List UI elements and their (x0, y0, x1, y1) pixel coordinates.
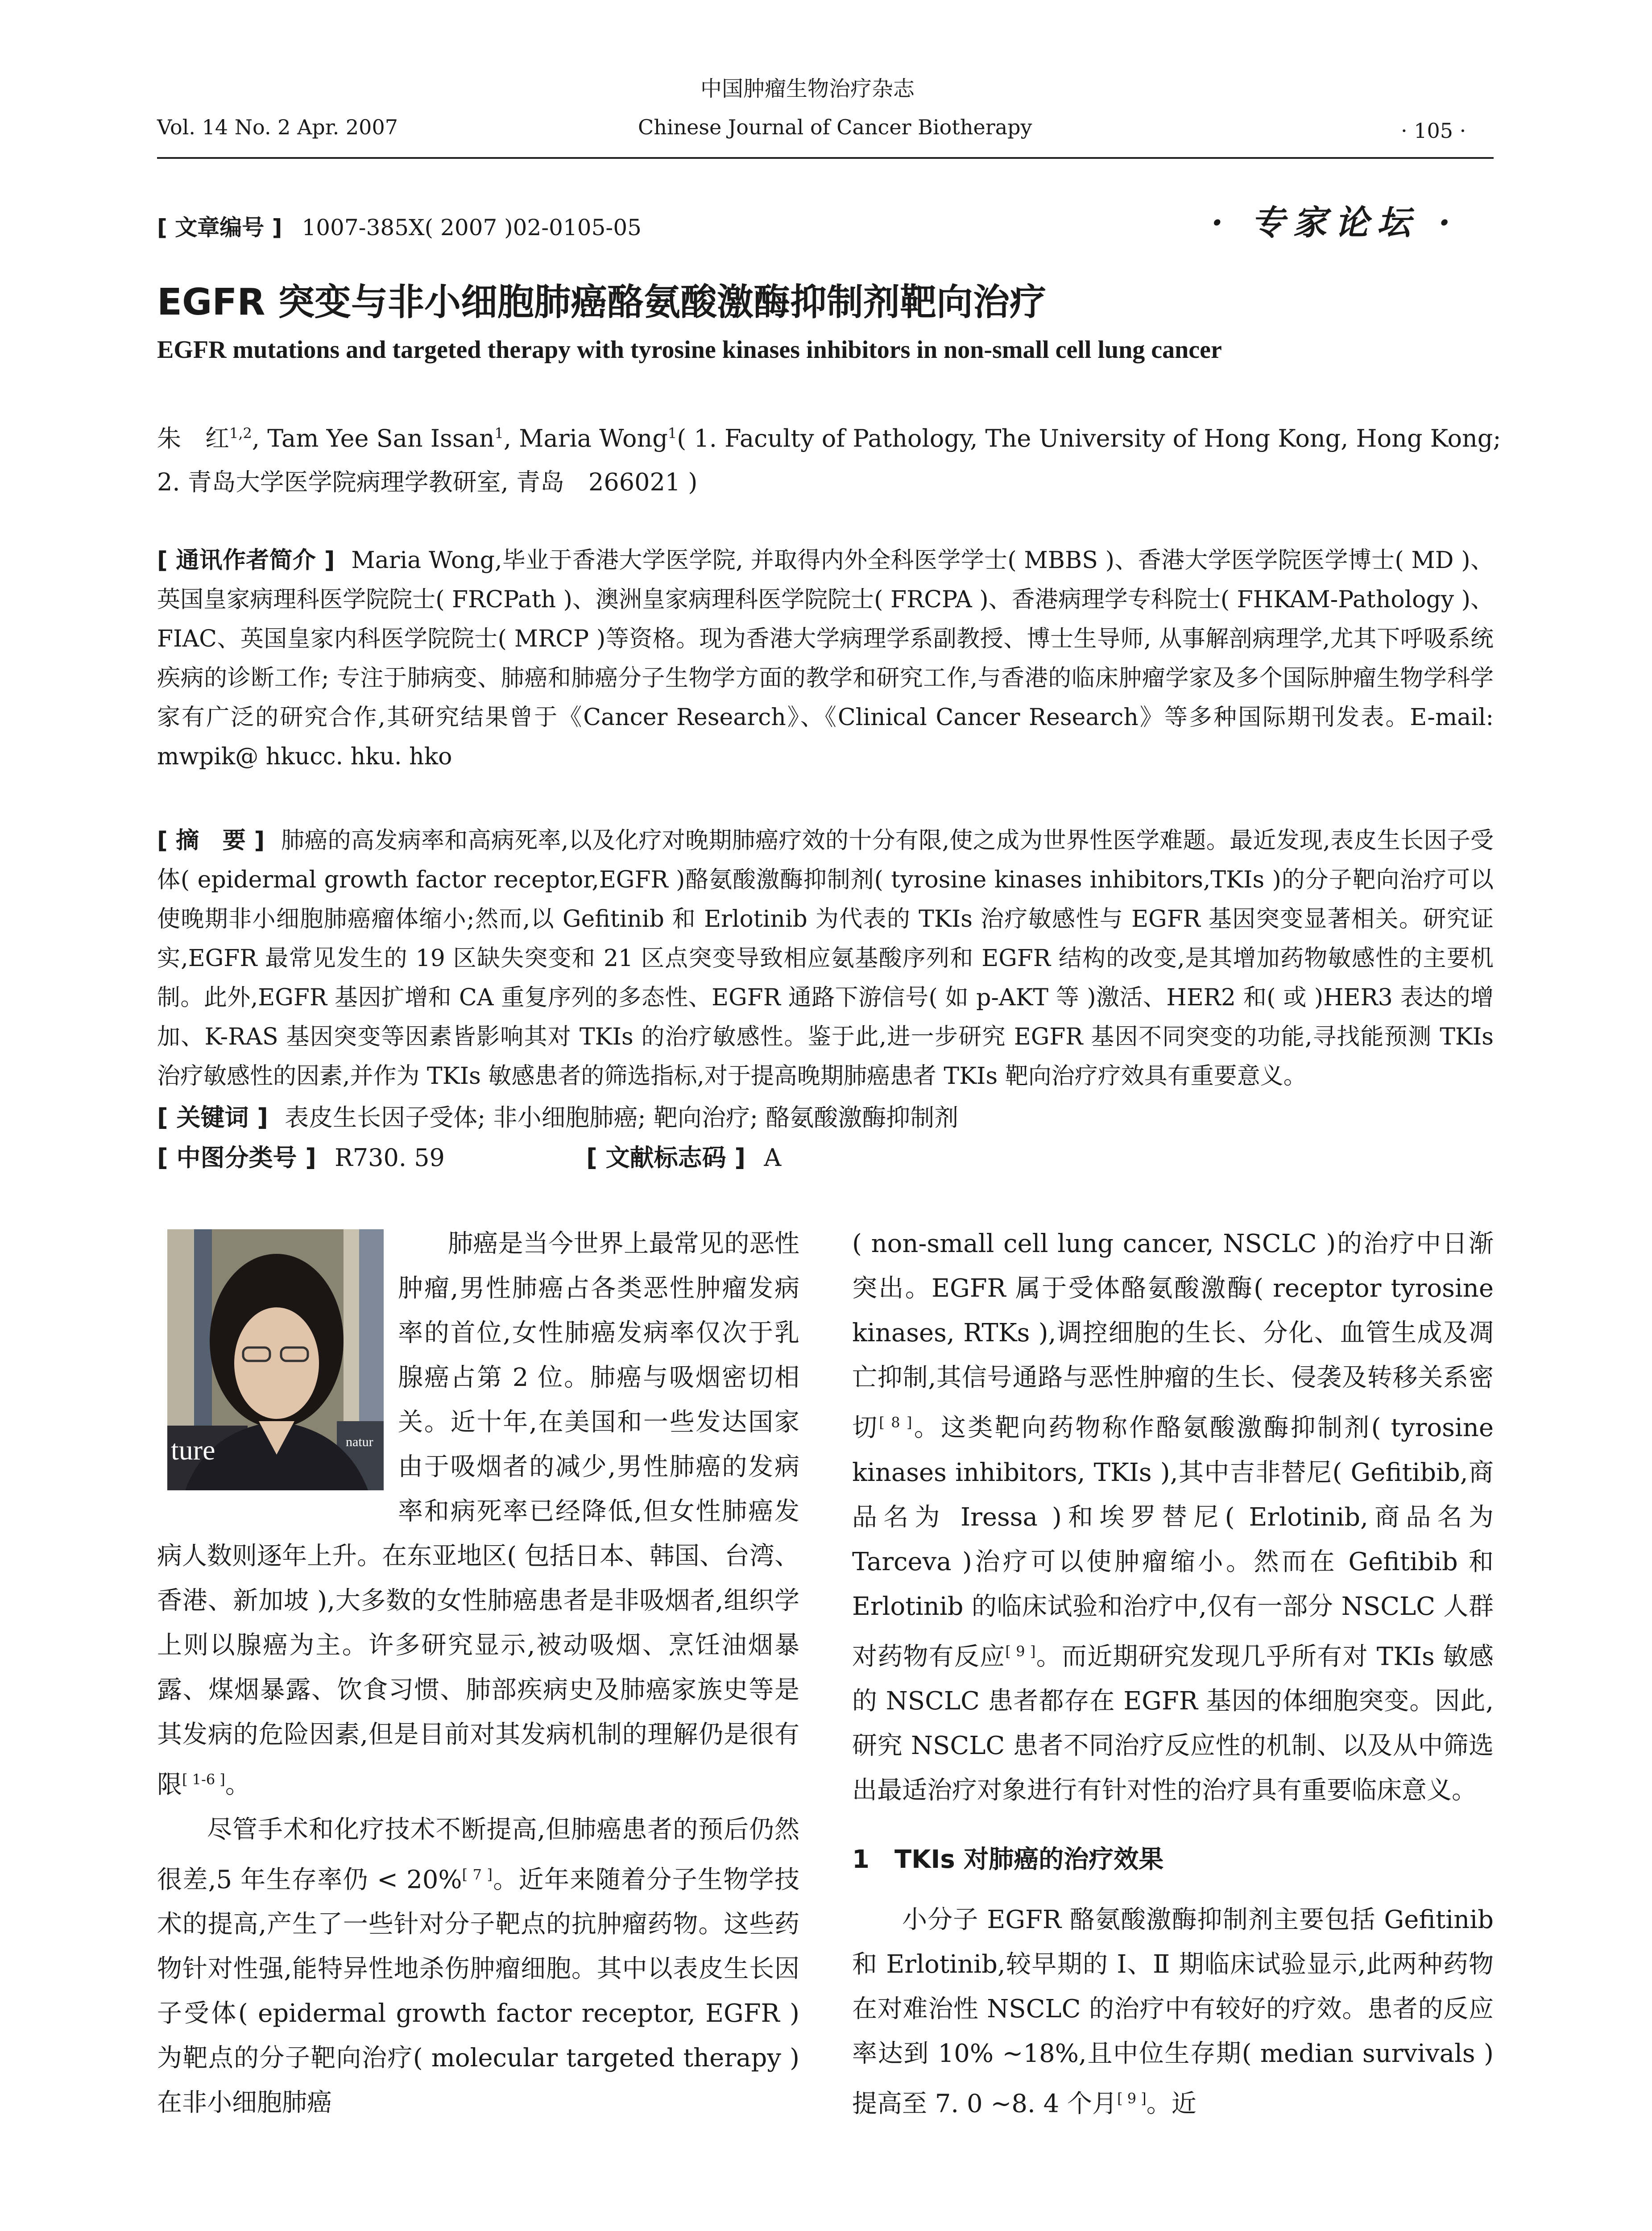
bio-label: [ 通讯作者简介 ] (157, 547, 335, 574)
left-para-2-text: 尽管手术和化疗技术不断提高,但肺癌患者的预后仍然很差,5 年生存率仍 < 20% (157, 1815, 799, 1895)
author-3-affil: 1 (667, 425, 677, 442)
authors-line (157, 419, 1501, 454)
journal-name-en: Chinese Journal of Cancer Biotherapy (638, 115, 1032, 139)
left-para-1-end: 。 (225, 1770, 250, 1800)
author-bio (157, 541, 1494, 776)
journal-name-cn: 中国肿瘤生物治疗杂志 (700, 76, 915, 101)
doc-code-value: A (764, 1144, 782, 1172)
affiliation-1: ( 1. Faculty of Pathology, The University of Hong Kong, Hong Kong; (677, 424, 1501, 452)
author-1-affil: 1,2 (229, 425, 252, 442)
right-para-1-ref-2: [ 9 ] (1005, 1642, 1036, 1660)
author-1: 朱 红 (157, 424, 229, 452)
right-para-2-text: 小分子 EGFR 酪氨酸激酶抑制剂主要包括 Gefitinib 和 Erlotinib,较早期的 Ⅰ、Ⅱ 期临床试验显示,此两种药物在对难治性 NSCLC 的治疗中有较好的疗效。患者的反应率达到 10% ~18%,且中位生存期( median survivals )提高至 7. 0 ~8. 4 个月 (852, 1905, 1494, 2119)
photo-overlay-right: natur (346, 1435, 373, 1449)
keywords (157, 1098, 958, 1138)
clc-label: [ 中图分类号 ] (157, 1144, 316, 1172)
right-para-1-text-c: 。而近期研究发现几乎所有对 TKIs 敏感的 NSCLC 患者都存在 EGFR 基因的体细胞突变。因此,研究 NSCLC 患者不同治疗反应性的机制、以及从中筛选出最适治疗对象进行有针对性的治疗具有重要临床意义。 (852, 1642, 1494, 1805)
abstract-text: 肺癌的高发病率和高病死率,以及化疗对晚期肺癌疗效的十分有限,使之成为世界性医学难题。最近发现,表皮生长因子受体( epidermal growth factor receptor,EGFR )酪氨酸激酶抑制剂( tyrosine kinases inhibitors,TKIs )的分子靶向治疗可以使晚期非小细胞肺癌瘤体缩小;然而,以 Gefitinib 和 Erlotinib 为代表的 TKIs 治疗敏感性与 EGFR 基因突变显著相关。研究证实,EGFR 最常见发生的 19 区缺失突变和 21 区点突变导致相应氨基酸序列和 EGFR 结构的改变,是其增加药物敏感性的主要机制。此外,EGFR 基因扩增和 CA 重复序列的多态性、EGFR 通路下游信号( 如 p-AKT 等 )激活、HER2 和( 或 )HER3 表达的增加、K-RAS 基因突变等因素皆影响其对 TKIs 的治疗敏感性。鉴于此,进一步研究 EGFR 基因不同突变的功能,寻找能预测 TKIs 治疗敏感性的因素,并作为 TKIs 敏感患者的筛选指标,对于提高晚期肺癌患者 TKIs 靶向治疗疗效具有重要意义。 (157, 827, 1494, 1090)
left-para-2 (157, 1808, 799, 2126)
volume-info: Vol. 14 No. 2 Apr. 2007 (157, 115, 398, 139)
column-name: · 专家论坛 · (1211, 203, 1458, 242)
keywords-label: [ 关键词 ] (157, 1103, 268, 1132)
right-para-1-text: ( non-small cell lung cancer, NSCLC )的治疗中日渐突出。EGFR 属于受体酪氨酸激酶( receptor tyrosine kinases, RTKs ),调控细胞的生长、分化、血管生成及凋亡抑制,其信号通路与恶性肿瘤的生长、侵袭及转移关系密切 (852, 1229, 1494, 1443)
photo-overlay-left: ture (171, 1434, 215, 1466)
title-cn: EGFR 突变与非小细胞肺癌酪氨酸激酶抑制剂靶向治疗 (157, 281, 1047, 323)
left-column (157, 1222, 799, 2125)
keywords-text: 表皮生长因子受体; 非小细胞肺癌; 靶向治疗; 酪氨酸激酶抑制剂 (285, 1103, 959, 1132)
title-en: EGFR mutations and targeted therapy with tyrosine kinases inhibitors in non-small cell lung cancer (157, 336, 1222, 364)
right-para-1-text-b: 。这类靶向药物称作酪氨酸激酶抑制剂( tyrosine kinases inhibitors, TKIs ),其中吉非替尼( Gefitibib,商品名为 Iressa )和埃罗替尼( Erlotinib,商品名为 Tarceva )治疗可以使肿瘤缩小。然而在 Gefitibib 和 Erlotinib 的临床试验和治疗中,仅有一部分 NSCLC 人群对药物有反应 (852, 1413, 1494, 1671)
article-id-row (157, 210, 642, 242)
abstract-label: [ 摘 要 ] (157, 827, 265, 854)
right-para-1 (852, 1222, 1494, 1813)
left-para-1-text: 肺癌是当今世界上最常见的恶性肿瘤,男性肺癌占各类恶性肿瘤发病率的首位,女性肺癌发病率仅次于乳腺癌占第 2 位。肺癌与吸烟密切相关。近十年,在美国和一些发达国家由于吸烟者的减少,男性肺癌的发病率和病死率已经降低,但女性肺癌发病人数则逐年上升。在东亚地区( 包括日本、韩国、台湾、香港、新加坡 ),大多数的女性肺癌患者是非吸烟者,组织学上则以腺癌为主。许多研究显示,被动吸烟、烹饪油烟暴露、煤烟暴露、饮食习惯、肺部疾病史及肺癌家族史等是其发病的危险因素,但是目前对其发病机制的理解仍是很有限 (157, 1229, 799, 1800)
clc-value: R730. 59 (335, 1144, 445, 1172)
header-rule (157, 157, 1494, 159)
photo-float-spacer (157, 1222, 398, 1493)
article-id-label: [ 文章编号 ] (157, 215, 282, 241)
left-para-2-text-b: 。近年来随着分子生物学技术的提高,产生了一些针对分子靶点的抗肿瘤药物。这些药物针对性强,能特异性地杀伤肿瘤细胞。其中以表皮生长因子受体( epidermal growth factor receptor, EGFR )为靶点的分子靶向治疗( molecular targeted therapy )在非小细胞肺癌 (157, 1865, 800, 2118)
author-2: , Tam Yee San Issan (252, 424, 495, 452)
author-3: , Maria Wong (503, 424, 668, 452)
doc-code-label: [ 文献标志码 ] (586, 1144, 746, 1172)
left-para-1-ref: [ 1-6 ] (182, 1771, 225, 1788)
right-column (852, 1222, 1494, 2127)
classification-row (157, 1138, 781, 1178)
section-heading: 1 TKIs 对肺癌的治疗效果 (852, 1845, 1164, 1874)
right-para-2-end: 。近 (1146, 2089, 1197, 2119)
bio-text: Maria Wong,毕业于香港大学医学院, 并取得内外全科医学学士( MBBS )、香港大学医学院医学博士( MD )、英国皇家病理科医学院院士( FRCPath )、澳洲皇家病理科医学院院士( FRCPA )、香港病理学专科院士( FHKAM-Pathology )、FIAC、英国皇家内科医学院院士( MRCP )等资格。现为香港大学病理学系副教授、博士生导师, 从事解剖病理学,尤其下呼吸系统疾病的诊断工作; 专注于肺病变、肺癌和肺癌分子生物学方面的教学和研究工作,与香港的临床肿瘤学家及多个国际肿瘤生物学科学家有广泛的研究合作,其研究结果曾于《Cancer Research》、《Clinical Cancer Research》等多种国际期刊发表。E-mail: mwpik@ hkucc. hku. hko (157, 547, 1494, 770)
right-para-1-ref: [ 8 ] (879, 1414, 912, 1431)
abstract (157, 821, 1494, 1096)
left-para-2-ref: [ 7 ] (462, 1866, 493, 1883)
right-para-2 (852, 1898, 1494, 2127)
affiliation-2: 2. 青岛大学医学院病理学教研室, 青岛 266021 ) (157, 468, 698, 496)
right-para-2-ref: [ 9 ] (1117, 2090, 1147, 2107)
author-2-affil: 1 (494, 425, 504, 442)
article-id-value: 1007-385X( 2007 )02-0105-05 (302, 215, 642, 241)
page-number: · 105 · (1401, 119, 1466, 143)
